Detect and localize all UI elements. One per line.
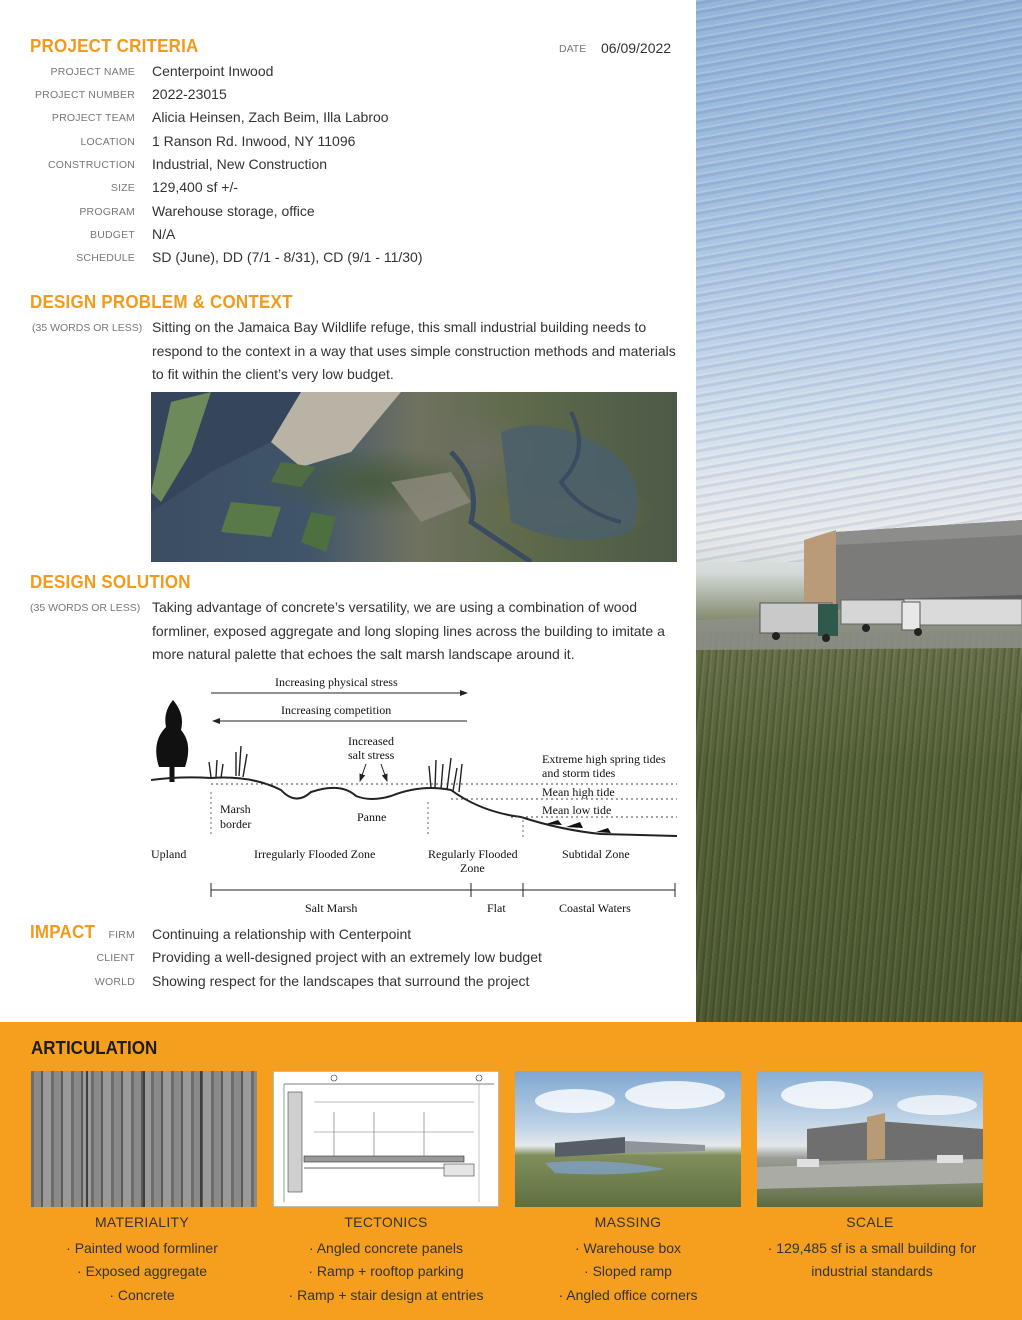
design-problem-heading: DESIGN PROBLEM & CONTEXT	[30, 292, 293, 313]
criteria-value: N/A	[152, 226, 176, 242]
diagram-label: Mean low tide	[542, 803, 612, 817]
list-item: · 129,485 sf is a small building for	[752, 1237, 992, 1260]
word-limit-note: (35 WORDS OR LESS)	[32, 322, 143, 334]
criteria-label: BUDGET	[90, 229, 135, 241]
criteria-value: Alicia Heinsen, Zach Beim, Illa Labroo	[152, 109, 389, 125]
scale-title: SCALE	[846, 1214, 894, 1230]
diagram-label: Mean high tide	[542, 785, 615, 799]
diagram-label: Marsh	[220, 802, 251, 816]
design-solution-heading: DESIGN SOLUTION	[30, 572, 191, 593]
project-criteria-heading: PROJECT CRITERIA	[30, 36, 199, 57]
impact-value: Showing respect for the landscapes that surround the project	[152, 973, 530, 989]
list-item: · Painted wood formliner	[22, 1237, 262, 1260]
diagram-label: Increasing competition	[281, 703, 392, 717]
criteria-value: 129,400 sf +/-	[152, 179, 239, 195]
diagram-label: Increased	[348, 734, 394, 748]
list-item: · Exposed aggregate	[22, 1260, 262, 1283]
diagram-label: Extreme high spring tides	[542, 752, 666, 766]
diagram-label: Salt Marsh	[305, 901, 358, 915]
criteria-value: 1 Ranson Rd. Inwood, NY 11096	[152, 133, 356, 149]
criteria-label: LOCATION	[80, 136, 135, 148]
impact-heading: IMPACT	[30, 922, 96, 943]
diagram-label: Increasing physical stress	[275, 675, 398, 689]
criteria-label: PROGRAM	[79, 206, 135, 218]
massing-image	[515, 1071, 741, 1207]
diagram-label: Coastal Waters	[559, 901, 631, 915]
criteria-label: PROJECT NUMBER	[34, 89, 135, 101]
criteria-label: PROJECT TEAM	[51, 112, 135, 124]
list-item: · Ramp + rooftop parking	[266, 1260, 506, 1283]
diagram-label: Irregularly Flooded Zone	[254, 847, 376, 861]
criteria-label: SIZE	[110, 182, 135, 194]
materiality-image	[31, 1071, 257, 1207]
diagram-label: Regularly Flooded	[428, 847, 518, 861]
diagram-label: Subtidal Zone	[562, 847, 630, 861]
criteria-value: 2022-23015	[152, 86, 227, 102]
list-item: · Angled concrete panels	[266, 1237, 506, 1260]
criteria-label: SCHEDULE	[76, 252, 135, 264]
materiality-list	[22, 1237, 262, 1307]
diagram-label: Zone	[460, 861, 485, 875]
word-limit-note: (35 WORDS OR LESS)	[30, 602, 141, 614]
diagram-label: salt stress	[348, 748, 395, 762]
materiality-title: MATERIALITY	[94, 1214, 190, 1230]
scale-image	[757, 1071, 983, 1207]
warehouse-rendering	[696, 0, 1022, 1022]
date-label: DATE	[559, 43, 587, 55]
aerial-site-photo	[151, 392, 677, 562]
diagram-label: border	[220, 817, 252, 831]
impact-label: CLIENT	[96, 952, 135, 964]
date-value: 06/09/2022	[601, 40, 672, 56]
tectonics-image	[273, 1071, 499, 1207]
tectonics-title: TECTONICS	[344, 1214, 428, 1230]
list-item: · Concrete	[22, 1284, 262, 1307]
salt-marsh-diagram	[151, 672, 677, 918]
design-solution-text: Taking advantage of concrete’s versatility, we are using a combination of wood formliner, exposed aggregate and long sloping lines across the building to imitate a more natural palette that echoes the salt marsh landscape around it.	[152, 599, 665, 662]
list-item: · Ramp + stair design at entries	[266, 1284, 506, 1307]
list-item: · Sloped ramp	[508, 1260, 748, 1283]
scale-list	[752, 1237, 992, 1284]
criteria-label: PROJECT NAME	[50, 66, 135, 78]
design-problem-text: Sitting on the Jamaica Bay Wildlife refuge, this small industrial building needs to respond to the context in a way that uses simple construction methods and materials to fit within the client’s very low budget.	[152, 319, 676, 382]
list-item: · Warehouse box	[508, 1237, 748, 1260]
impact-label: FIRM	[108, 929, 135, 941]
impact-value: Providing a well-designed project with an extremely low budget	[152, 949, 542, 965]
criteria-label: CONSTRUCTION	[48, 159, 135, 171]
criteria-value: Industrial, New Construction	[152, 156, 328, 172]
criteria-value: Warehouse storage, office	[152, 203, 315, 219]
list-item: · Angled office corners	[508, 1284, 748, 1307]
tectonics-list	[266, 1237, 506, 1307]
massing-title: MASSING	[594, 1214, 662, 1230]
massing-list	[508, 1237, 748, 1307]
articulation-heading: ARTICULATION	[31, 1038, 158, 1059]
diagram-label: Flat	[487, 901, 506, 915]
diagram-label: Upland	[151, 847, 187, 861]
impact-value: Continuing a relationship with Centerpoint	[152, 926, 412, 942]
diagram-label: Panne	[357, 810, 387, 824]
criteria-value: SD (June), DD (7/1 - 8/31), CD (9/1 - 11/30)	[152, 249, 423, 265]
criteria-value: Centerpoint Inwood	[152, 63, 274, 79]
diagram-label: and storm tides	[542, 766, 616, 780]
list-item: industrial standards	[811, 1263, 933, 1280]
impact-label: WORLD	[94, 976, 135, 988]
